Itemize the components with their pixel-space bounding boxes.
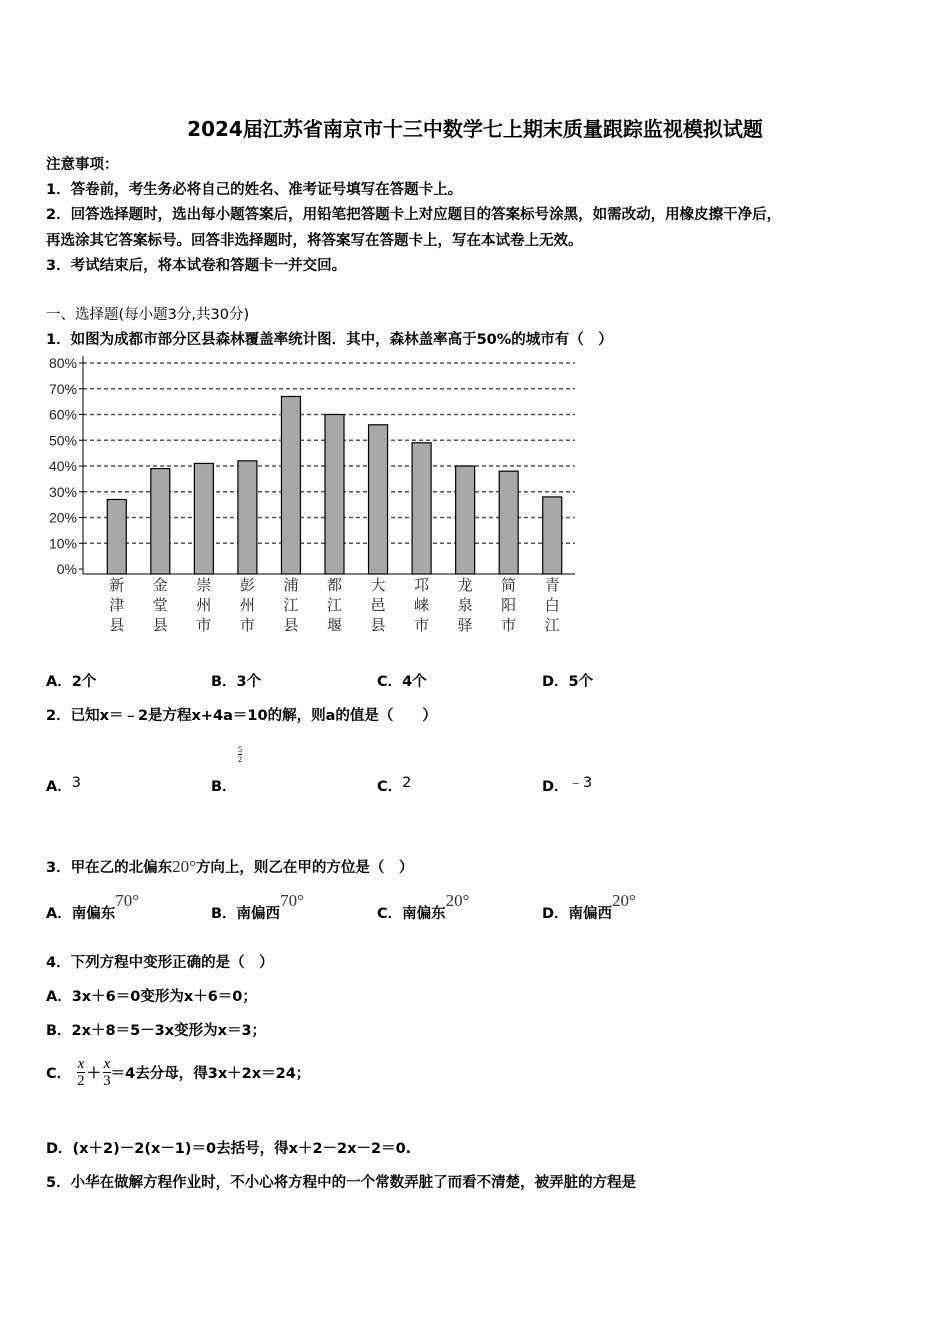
- question-1-stem: 1．如图为成都市部分区县森林覆盖率统计图．其中，森林盖率高于50%的城市有（ ）: [46, 332, 613, 348]
- angle-value: 20°: [445, 891, 470, 910]
- x-category-label: 青: [544, 577, 560, 594]
- option-label: B．: [211, 779, 237, 795]
- y-tick-label: 40%: [48, 458, 77, 474]
- q4-option-b[interactable]: B．2x＋8＝5－3x变形为x＝3；: [46, 1023, 267, 1039]
- x-category-label: 崇: [196, 577, 212, 594]
- fraction-numerator: 5: [238, 745, 242, 754]
- section-heading: 一、选择题(每小题3分,共30分): [46, 307, 250, 323]
- x-category-label: 阳: [501, 597, 517, 614]
- q4-option-d[interactable]: D．(x＋2)－2(x－1)＝0去括号，得x＋2－2x－2＝0.: [46, 1141, 412, 1157]
- x-category-label: 市: [414, 617, 430, 634]
- option-value: 2: [402, 775, 412, 791]
- option-label: C．: [377, 779, 403, 795]
- q2-option-c[interactable]: [377, 775, 411, 796]
- angle-value: 70°: [280, 891, 304, 910]
- y-tick-label: 30%: [48, 483, 77, 500]
- forest-coverage-bar-chart: [40, 352, 585, 642]
- bar: [456, 466, 475, 574]
- question-4-stem: 4．下列方程中变形正确的是（ ）: [46, 955, 274, 971]
- q1-option-b[interactable]: B．3个: [211, 674, 262, 690]
- y-tick-label: 60%: [48, 406, 77, 423]
- x-category-label: 简: [501, 577, 517, 594]
- bar: [151, 469, 170, 574]
- plus-sign: ＋: [86, 1066, 102, 1082]
- fraction-numerator: x: [77, 1056, 85, 1072]
- bar: [369, 425, 388, 574]
- x-category-label: 堰: [326, 617, 343, 634]
- x-category-label: 堂: [152, 597, 168, 614]
- q1-option-c[interactable]: C．4个: [377, 674, 427, 690]
- notice-item: 3．考试结束后，将本试卷和答题卡一并交回。: [46, 258, 347, 274]
- bar: [325, 415, 344, 575]
- y-tick-label: 70%: [48, 380, 77, 397]
- x-category-label: 县: [109, 617, 125, 634]
- x-category-label: 驿: [457, 617, 473, 634]
- y-tick-label: 50%: [48, 432, 77, 449]
- x-category-label: 金: [152, 577, 168, 594]
- fraction-denominator: 2: [77, 1073, 85, 1089]
- option-value: 3: [71, 775, 81, 791]
- x-category-label: 都: [326, 577, 343, 594]
- y-tick-label: 20%: [48, 509, 77, 526]
- x-category-label: 市: [196, 617, 212, 634]
- question-3-stem: [46, 856, 413, 877]
- x-category-label: 白: [544, 597, 560, 614]
- angle-value: 20°: [612, 891, 636, 910]
- x-category-label: 龙: [457, 577, 473, 594]
- y-tick-label: 0%: [56, 561, 77, 577]
- q2-option-b[interactable]: [211, 775, 237, 796]
- bar: [543, 497, 562, 574]
- angle-value: 70°: [115, 891, 140, 910]
- x-category-label: 州: [196, 597, 212, 614]
- q3-option-d[interactable]: [542, 891, 636, 923]
- fraction-denominator: 2: [238, 755, 242, 764]
- q1-option-d[interactable]: D．5个: [542, 674, 594, 690]
- page-title: 2024届江苏省南京市十三中数学七上期末质量跟踪监视模拟试题: [187, 117, 763, 141]
- question-2-stem: 2．已知x＝﹣2是方程x+4a＝10的解，则a的值是（ ）: [46, 708, 437, 724]
- x-category-label: 邛: [414, 577, 430, 594]
- chart-y-ticks: [49, 355, 77, 577]
- x-category-label: 州: [239, 597, 255, 614]
- y-tick-label: 80%: [48, 355, 77, 371]
- x-category-label: 津: [109, 597, 125, 614]
- question-5-stem: 5．小华在做解方程作业时，不小心将方程中的一个常数弄脏了而看不清楚，被弄脏的方程是: [46, 1175, 637, 1191]
- y-tick-label: 10%: [48, 535, 77, 552]
- x-category-label: 江: [544, 617, 560, 634]
- q4-option-c[interactable]: [46, 1056, 310, 1089]
- bar: [107, 499, 126, 574]
- fraction-x-over-2: [77, 1056, 85, 1089]
- bar: [499, 471, 518, 574]
- bar: [238, 461, 257, 574]
- x-category-label: 县: [283, 617, 299, 634]
- stem-text: 3．甲在乙的北偏东: [46, 860, 173, 876]
- notice-item: 2．回答选择题时，选出每小题答案后，用铅笔把答题卡上对应题目的答案标号涂黑，如需改动，用橡皮擦干净后，: [46, 207, 782, 223]
- q3-option-c[interactable]: [377, 891, 470, 923]
- x-category-label: 市: [501, 617, 517, 634]
- x-category-label: 市: [239, 617, 255, 634]
- option-label: C．: [46, 1066, 72, 1082]
- x-category-label: 新: [109, 577, 125, 594]
- fraction-numerator: x: [103, 1056, 111, 1072]
- x-category-label: 彭: [239, 577, 255, 594]
- q2-option-b-fraction: [238, 745, 242, 764]
- bar: [412, 443, 431, 574]
- q2-option-d[interactable]: [542, 775, 592, 796]
- bar: [194, 463, 213, 574]
- x-category-label: 邑: [370, 597, 386, 614]
- option-label: D．: [542, 779, 569, 795]
- option-value: ﹣3: [568, 775, 593, 791]
- fraction-denominator: 3: [103, 1073, 111, 1089]
- chart-bars: [107, 396, 561, 574]
- option-label: A．: [46, 779, 72, 795]
- q2-option-a[interactable]: [46, 775, 81, 796]
- option-label: A．南偏东: [46, 906, 116, 922]
- q3-option-b[interactable]: [211, 891, 304, 923]
- fraction-x-over-3: [103, 1056, 111, 1089]
- option-label: B．南偏西: [211, 906, 281, 922]
- chart-x-labels: [109, 577, 559, 634]
- x-category-label: 崃: [414, 597, 430, 614]
- option-label: C．南偏东: [377, 906, 446, 922]
- x-category-label: 大: [370, 577, 386, 594]
- x-category-label: 县: [152, 617, 168, 634]
- x-category-label: 江: [283, 597, 299, 614]
- q4-option-a[interactable]: A．3x＋6＝0变形为x＋6＝0；: [46, 989, 257, 1005]
- notice-item: 1．答卷前，考生务必将自己的姓名、准考证号填写在答题卡上。: [46, 182, 463, 198]
- notice-heading: 注意事项：: [46, 157, 119, 173]
- option-text: ＝4去分母，得3x＋2x＝24；: [110, 1066, 311, 1082]
- x-category-label: 泉: [457, 597, 473, 614]
- q3-option-a[interactable]: [46, 891, 140, 923]
- x-category-label: 浦: [283, 577, 299, 594]
- option-label: D．南偏西: [542, 906, 613, 922]
- notice-item: 再选涂其它答案标号。回答非选择题时，将答案写在答题卡上，写在本试卷上无效。: [46, 233, 583, 249]
- q1-option-a[interactable]: A．2个: [46, 674, 97, 690]
- angle-value: 20°: [172, 857, 196, 876]
- stem-text: 方向上，则乙在甲的方位是（ ）: [195, 860, 414, 876]
- bar: [281, 396, 300, 574]
- x-category-label: 县: [370, 617, 386, 634]
- x-category-label: 江: [326, 597, 343, 614]
